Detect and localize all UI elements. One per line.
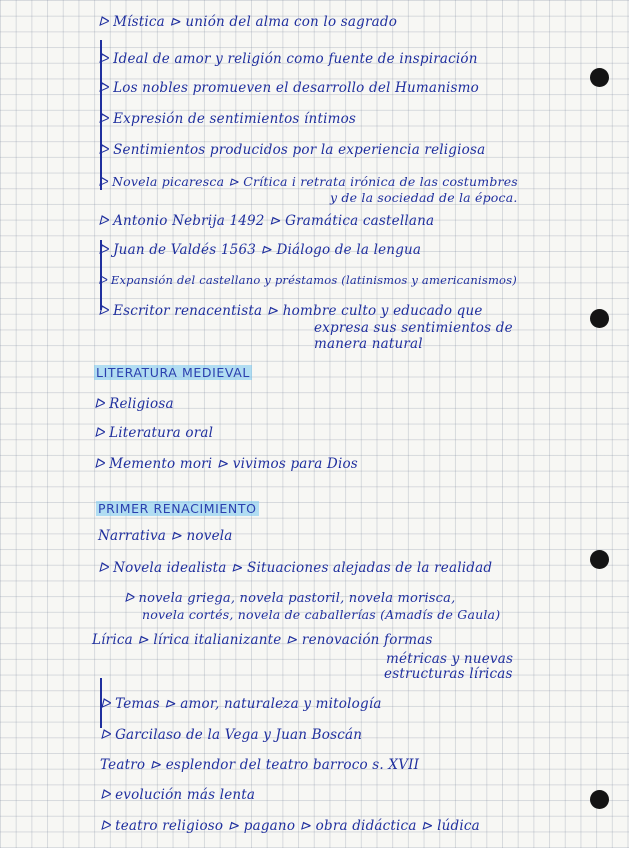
punch-hole xyxy=(590,550,609,569)
note-line: ᐅ Memento mori ⊳ vivimos para Dios xyxy=(94,456,358,472)
note-line: ᐅ Los nobles promueven el desarrollo del Humanismo xyxy=(98,80,480,96)
note-line: ᐅ teatro religioso ⊳ pagano ⊳ obra didáctica ⊳ lúdica xyxy=(100,818,480,834)
note-line: ᐅ Garcilaso de la Vega y Juan Boscán xyxy=(100,727,363,743)
punch-hole xyxy=(590,309,609,328)
note-line-continued: y de la sociedad de la época. xyxy=(330,190,518,205)
section-heading-renacimiento: PRIMER RENACIMIENTO xyxy=(98,501,257,516)
punch-hole xyxy=(590,68,609,87)
note-line: ᐅ Antonio Nebrija 1492 ⊳ Gramática castellana xyxy=(98,213,435,229)
note-line-continued: estructuras líricas xyxy=(384,666,513,682)
note-line: ᐅ Mística ⊳ unión del alma con lo sagrado xyxy=(98,14,398,30)
note-line: ᐅ Expansión del castellano y préstamos (latinismos y americanismos) xyxy=(98,273,517,287)
section-heading-medieval: LITERATURA MEDIEVAL xyxy=(96,365,250,380)
note-line: ᐅ Temas ⊳ amor, naturaleza y mitología xyxy=(100,696,382,712)
note-line: ᐅ Literatura oral xyxy=(94,425,214,441)
note-line-continued: novela cortés, novela de caballerías (Amadís de Gaula) xyxy=(142,607,501,622)
note-line-continued: expresa sus sentimientos de xyxy=(314,320,513,336)
note-line: Lírica ⊳ lírica italianizante ⊳ renovación formas xyxy=(92,632,433,648)
note-line: ᐅ Novela idealista ⊳ Situaciones alejadas de la realidad xyxy=(98,560,493,576)
note-line: Narrativa ⊳ novela xyxy=(98,528,233,544)
note-line-continued: métricas y nuevas xyxy=(386,651,514,667)
note-line: Teatro ⊳ esplendor del teatro barroco s. XVII xyxy=(100,757,420,773)
note-line: ᐅ novela griega, novela pastoril, novela morisca, xyxy=(124,591,456,606)
note-line: ᐅ evolución más lenta xyxy=(100,787,256,803)
punch-hole xyxy=(590,790,609,809)
note-line: ᐅ Sentimientos producidos por la experiencia religiosa xyxy=(98,142,486,158)
note-line: ᐅ Religiosa xyxy=(94,396,174,412)
note-line-continued: manera natural xyxy=(314,336,423,352)
note-line: ᐅ Expresión de sentimientos íntimos xyxy=(98,111,357,127)
note-line: ᐅ Ideal de amor y religión como fuente de inspiración xyxy=(98,51,478,67)
note-line: ᐅ Escritor renacentista ⊳ hombre culto y educado que xyxy=(98,303,483,319)
note-line: ᐅ Juan de Valdés 1563 ⊳ Diálogo de la lengua xyxy=(98,242,422,258)
note-line: ᐅ Novela picaresca ⊳ Crítica i retrata irónica de las costumbres xyxy=(98,174,518,189)
